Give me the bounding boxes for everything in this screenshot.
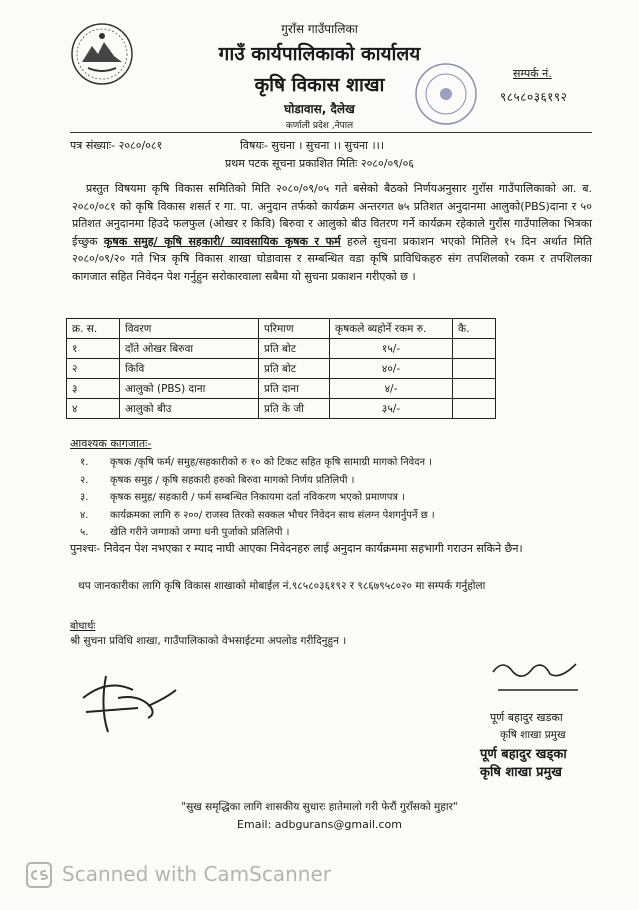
table-cell: ३: [67, 379, 120, 399]
table-cell: प्रति के जी: [259, 399, 330, 419]
table-cell: २: [67, 359, 120, 379]
letter-number: पत्र संख्याः- २०८०/०८१: [70, 139, 163, 152]
subject-line: विषयः- सुचना । सुचना ।। सुचना ।।।: [240, 139, 385, 152]
table-header-cell: विवरण: [120, 319, 259, 339]
table-cell: [453, 339, 496, 359]
table-row: [67, 399, 496, 419]
camscanner-logo-icon: [26, 862, 52, 888]
table-cell: प्रति बोट: [259, 339, 330, 359]
cc-text: श्री सुचना प्रविधि शाखा, गाउँपालिकाको वेभसाईटमा अपलोड गरीदिनुहुन ।: [70, 635, 347, 647]
subsidy-table: [66, 318, 496, 419]
cc-label: बोधार्थः: [70, 621, 96, 632]
table-cell: प्रति दाना: [259, 379, 330, 399]
table-cell: १: [67, 339, 120, 359]
signatory-name: पूर्ण बहादुर खडका: [490, 711, 563, 724]
stamp-name: पूर्ण बहादुर खड्का: [480, 747, 567, 762]
list-item: ४. कार्यक्रमका लागि रु २००/ राजस्व तिरको सक्कल भौचर निवेदन साथ संलग्न पेशगर्नुपर्ने छ ।: [80, 509, 435, 521]
office-province: कर्णाली प्रदेश ,नेपाल: [285, 121, 354, 131]
footer-email: Email: adbgurans@gmail.com: [237, 818, 402, 831]
table-row: [67, 379, 496, 399]
office-title: गाउँ कार्यपालिकाको कार्यालय: [218, 43, 421, 65]
office-name: गुराँस गाउँपालिका: [281, 22, 358, 36]
body-part-2: हरुले सुचना प्रकाशन भएको मितिले १५ दिन अर्थात मिति २०८०/०९/२० गते भित्र कृषि विकास शाखा घोडावास र सम्बन्धित वडा कृषि प्राविधिकहरु संग तपशिलको रकम र तपशिलका कागजात सहित निवेदन पेश गर्नुहुन सरोकारवाला सबैमा यो सुचना प्रकाशन गरीएको छ ।: [72, 234, 592, 283]
table-cell: [453, 399, 496, 419]
table-cell: प्रति बोट: [259, 359, 330, 379]
office-stamp-icon: [414, 62, 478, 126]
signature-left-icon: [78, 668, 183, 738]
branch-title: कृषि विकास शाखा: [254, 74, 385, 96]
footer-slogan: "सुख समृद्धिका लागि शासकीय सुधारः हातेमालो गरी फेरौं गुराँसको मुहार": [181, 801, 458, 813]
table-cell: आलुको बीउ: [120, 399, 259, 419]
table-header-cell: कै.: [453, 319, 496, 339]
list-item: १. कृषक /कृषि फर्म/ समुह/सहकारीको रु १० को टिकट सहित कृषि सामाग्री मागको निवेदन ।: [80, 457, 433, 468]
table-cell: [453, 359, 496, 379]
required-documents-list: [80, 454, 600, 542]
table-header-cell: कृषकले ब्यहोर्ने रकम रु.: [330, 319, 453, 339]
table-cell: [453, 379, 496, 399]
table-row: [67, 339, 496, 359]
list-item: ३. कृषक समुह/ सहकारी / फर्म सम्बन्धित निकायमा दर्ता नविकरण भएको प्रमाणपत्र ।: [80, 492, 405, 503]
body-part-1: प्रस्तुत विषयमा कृषि विकास समितिको मिति २०८०/०९/०५ गते बसेको बैठको निर्णयअनुसार गुराँस गाउँपालिकाको आ. ब. २०८०/०८१ को कृषि विकास शसर्त र गा. पा. अनुदान तर्फको कार्यक्रम अन्तरगत ७५ प्रतिशत अनुदानमा आलुको(PBS)दाना र ५० प्रतिशत अनुदानमा हिउदे फलफुल (ओखर र किवि) बिरुवा र आलुको बीउ वितरण गर्ने कार्यक्रम रहेकाले गुराँस गाउँपालिका भित्रका ईच्छुक: [72, 182, 592, 248]
scanner-watermark: Scanned with CamScanner: [62, 862, 331, 886]
office-address: घोडावास, दैलेख: [284, 102, 355, 116]
contact-number: ९८५८०३६१९२: [500, 90, 568, 104]
list-item: २. कृषक समुह / कृषि सहकारी हरुको बिरुवा मागको निर्णय प्रतिलिपी ।: [80, 474, 355, 486]
contact-label: सम्पर्क नं.: [513, 67, 552, 80]
required-documents-title: आवश्यक कागजातः-: [70, 437, 152, 450]
signatory-role: कृषि शाखा प्रमुख: [500, 729, 566, 741]
eligible-applicants: कृषक समुह/ कृषि सहकारी/ व्यावसायिक कृषक र फर्म: [103, 234, 341, 248]
table-cell: १५/-: [330, 339, 453, 359]
header-divider: [70, 132, 592, 133]
table-cell: ३५/-: [330, 399, 453, 419]
list-item: ५. खेति गरीने जग्गाको जग्गा धनी पुर्जाको प्रतिलिपी ।: [80, 527, 290, 538]
table-cell: ४/-: [330, 379, 453, 399]
table-header-cell: क्र. स.: [67, 319, 120, 339]
table-header-row: [67, 319, 496, 339]
stamp-role: कृषि शाखा प्रमुख: [480, 765, 562, 780]
notice-body: [72, 180, 592, 285]
table-cell: ४: [67, 399, 120, 419]
contact-info: थप जानकारीका लागि कृषि विकास शाखाको मोबाईल नं.९८५८०३६१९२ र ९८६७९५८०२० मा सम्पर्क गर्नुहोला: [78, 580, 486, 592]
signature-right-icon: [488, 650, 583, 700]
postscript-note: पुनश्चः- निवेदन पेश नभएका र म्याद नाघी आएका निवेदनहरु लाई अनुदान कार्यक्रममा सहभागी गराउन सकिने छैन।: [70, 542, 523, 555]
table-header-cell: परिमाण: [259, 319, 330, 339]
table-cell: दाँते ओखर बिरुवा: [120, 339, 259, 359]
table-cell: ४०/-: [330, 359, 453, 379]
table-cell: आलुको (PBS) दाना: [120, 379, 259, 399]
publish-date: प्रथम पटक सूचना प्रकाशित मितिः २०८०/०९/०६: [224, 157, 415, 170]
table-row: [67, 359, 496, 379]
table-cell: किवि: [120, 359, 259, 379]
